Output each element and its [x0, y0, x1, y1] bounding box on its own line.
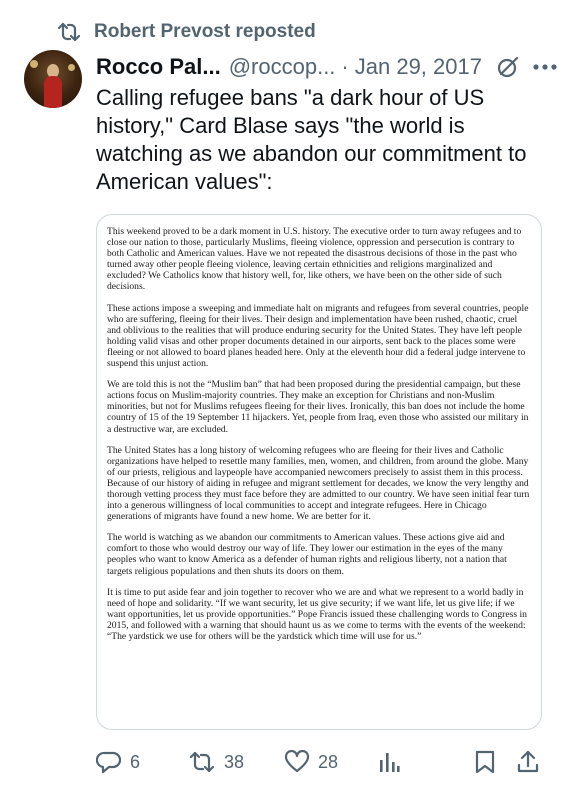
- grok-icon[interactable]: [496, 55, 520, 79]
- reply-button[interactable]: [96, 748, 140, 776]
- repost-count: 38: [224, 751, 245, 772]
- tweet-date[interactable]: Jan 29, 2017: [354, 54, 482, 79]
- author-handle[interactable]: @roccop...: [228, 54, 336, 79]
- repost-label: Robert Prevost reposted: [94, 21, 316, 42]
- more-icon[interactable]: [532, 63, 558, 71]
- repost-icon: [188, 749, 216, 775]
- document-paragraph: These actions impose a sweeping and immediate halt on migrants and refugees from several countries, people who are suffering, fleeing for their lives. Their design and implementation have been rushed, chaotic, cruel and oblivious to the realities that will produce enduring security for the United States. They have left people holding valid visas and other proper documents detained in our airports, sent back to the places some were fleeing or not allowed to board planes headed here. Only at the eleventh hour did a federal judge intervene to suspend this unjust action.: [107, 302, 529, 370]
- bookmark-icon: [474, 749, 496, 775]
- share-icon: [516, 749, 540, 775]
- document-paragraph: It is time to put aside fear and join together to recover who we are and what we represent to a world badly in need of hope and solidarity. “If we want security, let us give security; if we want life, let us give life; if we want opportunities, let us provide opportunities.” Pope Francis issued these challenging words to Congress in 2015, and followed with a warning that should haunt us as we come to terms with the events of the weekend: “The yardstick we use for others will be the yardstick which time will use for us.”: [107, 586, 527, 642]
- avatar[interactable]: [24, 50, 82, 108]
- document-paragraph: The United States has a long history of welcoming refugees who are fleeing for their lives and Catholic organizations have helped to resettle many families, men, women, and children, from around the globe. Many of our priests, religious and laypeople have accompanied newcomers precisely to assist them in this process. Because of our history of aiding in refugee and migrant settlement for decades, we know the very lengthy and thorough vetting process they must face before they are admitted to our country. We have seen initial fear turn into a generous willingness of local communities to accept and integrate refugees. Here in Chicago generations of migrants have found a new home. We are better for it.: [107, 444, 530, 523]
- reply-icon: [96, 749, 122, 775]
- header-separator: ·: [341, 54, 349, 79]
- heart-icon: [284, 750, 310, 774]
- statement-document: [97, 215, 541, 642]
- reply-count: 6: [130, 751, 141, 772]
- author-name[interactable]: Rocco Pal...: [96, 54, 221, 79]
- bookmark-button[interactable]: [474, 748, 496, 776]
- media-attachment[interactable]: [96, 214, 542, 730]
- analytics-icon: [378, 750, 400, 774]
- repost-icon: [56, 21, 82, 43]
- share-button[interactable]: [516, 748, 540, 776]
- tweet-header: [96, 52, 546, 82]
- views-button[interactable]: [378, 748, 400, 776]
- repost-button[interactable]: [188, 748, 244, 776]
- repost-indicator[interactable]: [56, 20, 316, 44]
- action-bar: [96, 748, 540, 776]
- like-count: 28: [318, 751, 339, 772]
- document-paragraph: The world is watching as we abandon our commitments to American values. These actions give aid and comfort to those who would destroy our way of life. They lower our estimation in the eyes of the many peoples who want to know America as a defender of human rights and religious liberty, not a nation that targets religious populations and then shuts its doors on them.: [107, 532, 507, 577]
- like-button[interactable]: [284, 748, 338, 776]
- tweet-text: Calling refugee bans "a dark hour of US history," Card Blase says "the world is watching as we abandon our commitment to American values":: [96, 85, 527, 194]
- document-paragraph: We are told this is not the “Muslim ban” that had been proposed during the presidential campaign, but these actions focus on Muslim-majority countries. They make an exception for Christians and non-Muslim minorities, but not for Muslims refugees fleeing for their lives. Ironically, this ban does not include the home country of 15 of the 19 September 11 hijackers. Yet, people from Iraq, even those who assisted our military in a destructive war, are excluded.: [107, 379, 529, 435]
- document-paragraph: This weekend proved to be a dark moment in U.S. history. The executive order to turn away refugees and to close our nation to those, particularly Muslims, fleeing violence, oppression and persecution is contrary to both Catholic and American values. Have we not repeated the disastrous decisions of those in the past who turned away other people fleeing violence, leaving certain ethnicities and religions marginalized and excluded? We Catholics know that history well, for, like others, we have been on the other side of such decisions.: [107, 226, 522, 293]
